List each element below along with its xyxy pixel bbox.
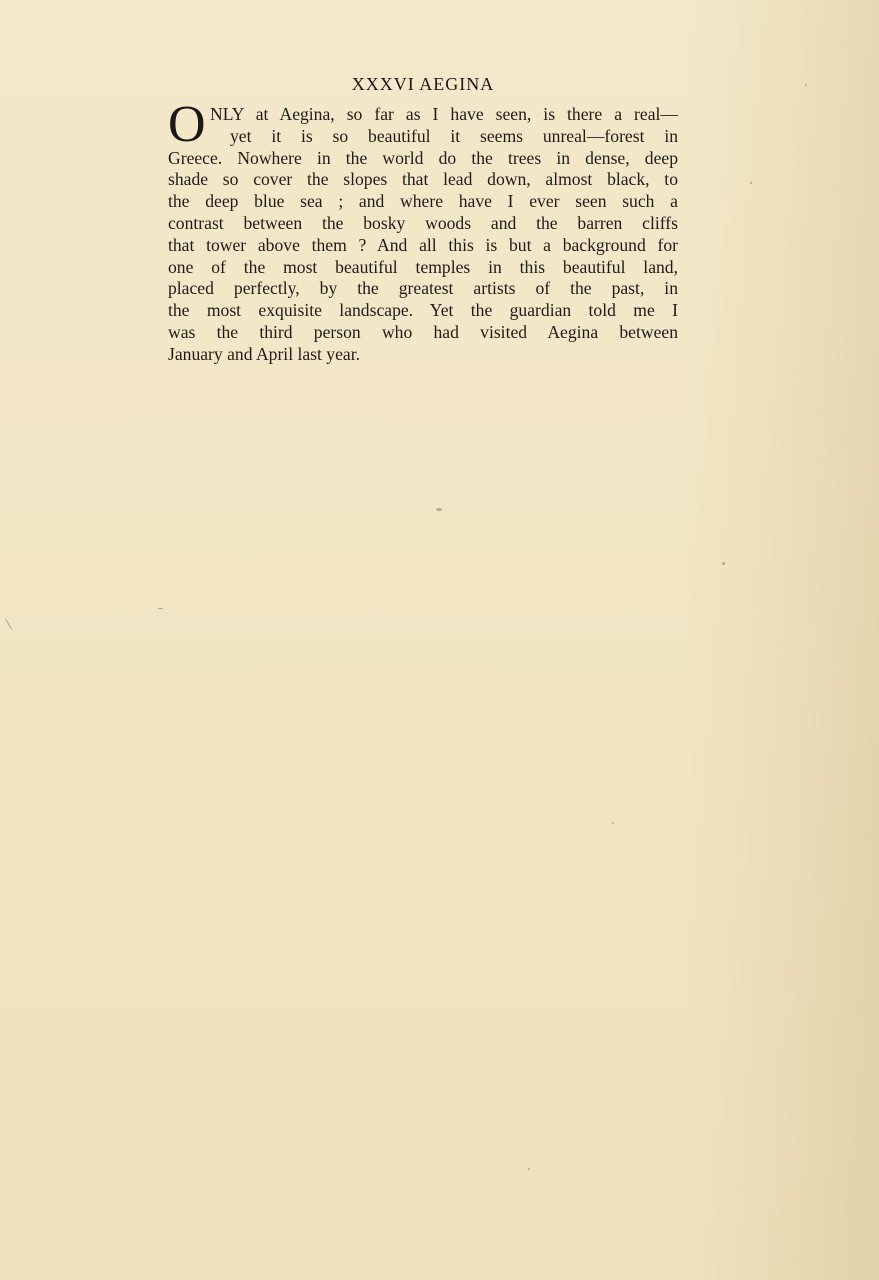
paper-speck xyxy=(750,182,752,184)
chapter-heading: XXXVI AEGINA xyxy=(351,74,495,94)
text-line-10: the most exquisite landscape. Yet the guardian told me I xyxy=(168,300,678,321)
paper-speck xyxy=(158,608,163,609)
text-line-2: yet it is so beautiful it seems unreal—forest in xyxy=(230,125,678,146)
paper-speck xyxy=(612,822,614,824)
text-line-1: NLY at Aegina, so far as I have seen, is there a real— xyxy=(210,104,678,124)
paper-speck xyxy=(805,84,807,86)
text-line-8: one of the most beautiful temples in this beautiful land, xyxy=(168,256,678,277)
text-line-12: January and April last year. xyxy=(168,343,361,364)
text-line-5: the deep blue sea ; and where have I ever seen such a xyxy=(168,191,678,212)
text-line-6: contrast between the bosky woods and the barren cliffs xyxy=(168,212,678,233)
text-line-11: was the third person who had visited Aegina between xyxy=(168,321,678,342)
paper-speck xyxy=(722,562,725,565)
text-line-3: Greece. Nowhere in the world do the trees in dense, deep xyxy=(168,147,678,168)
chapter-body-text xyxy=(168,96,678,366)
paper-speck xyxy=(5,619,12,630)
paper-speck xyxy=(528,1168,530,1170)
paper-speck xyxy=(436,508,442,511)
text-line-9: placed perfectly, by the greatest artists of the past, in xyxy=(168,278,678,299)
text-line-4: shade so cover the slopes that lead down, almost black, to xyxy=(168,169,678,190)
text-line-7: that tower above them ? And all this is but a background for xyxy=(168,234,678,255)
drop-cap-letter: O xyxy=(168,96,206,153)
